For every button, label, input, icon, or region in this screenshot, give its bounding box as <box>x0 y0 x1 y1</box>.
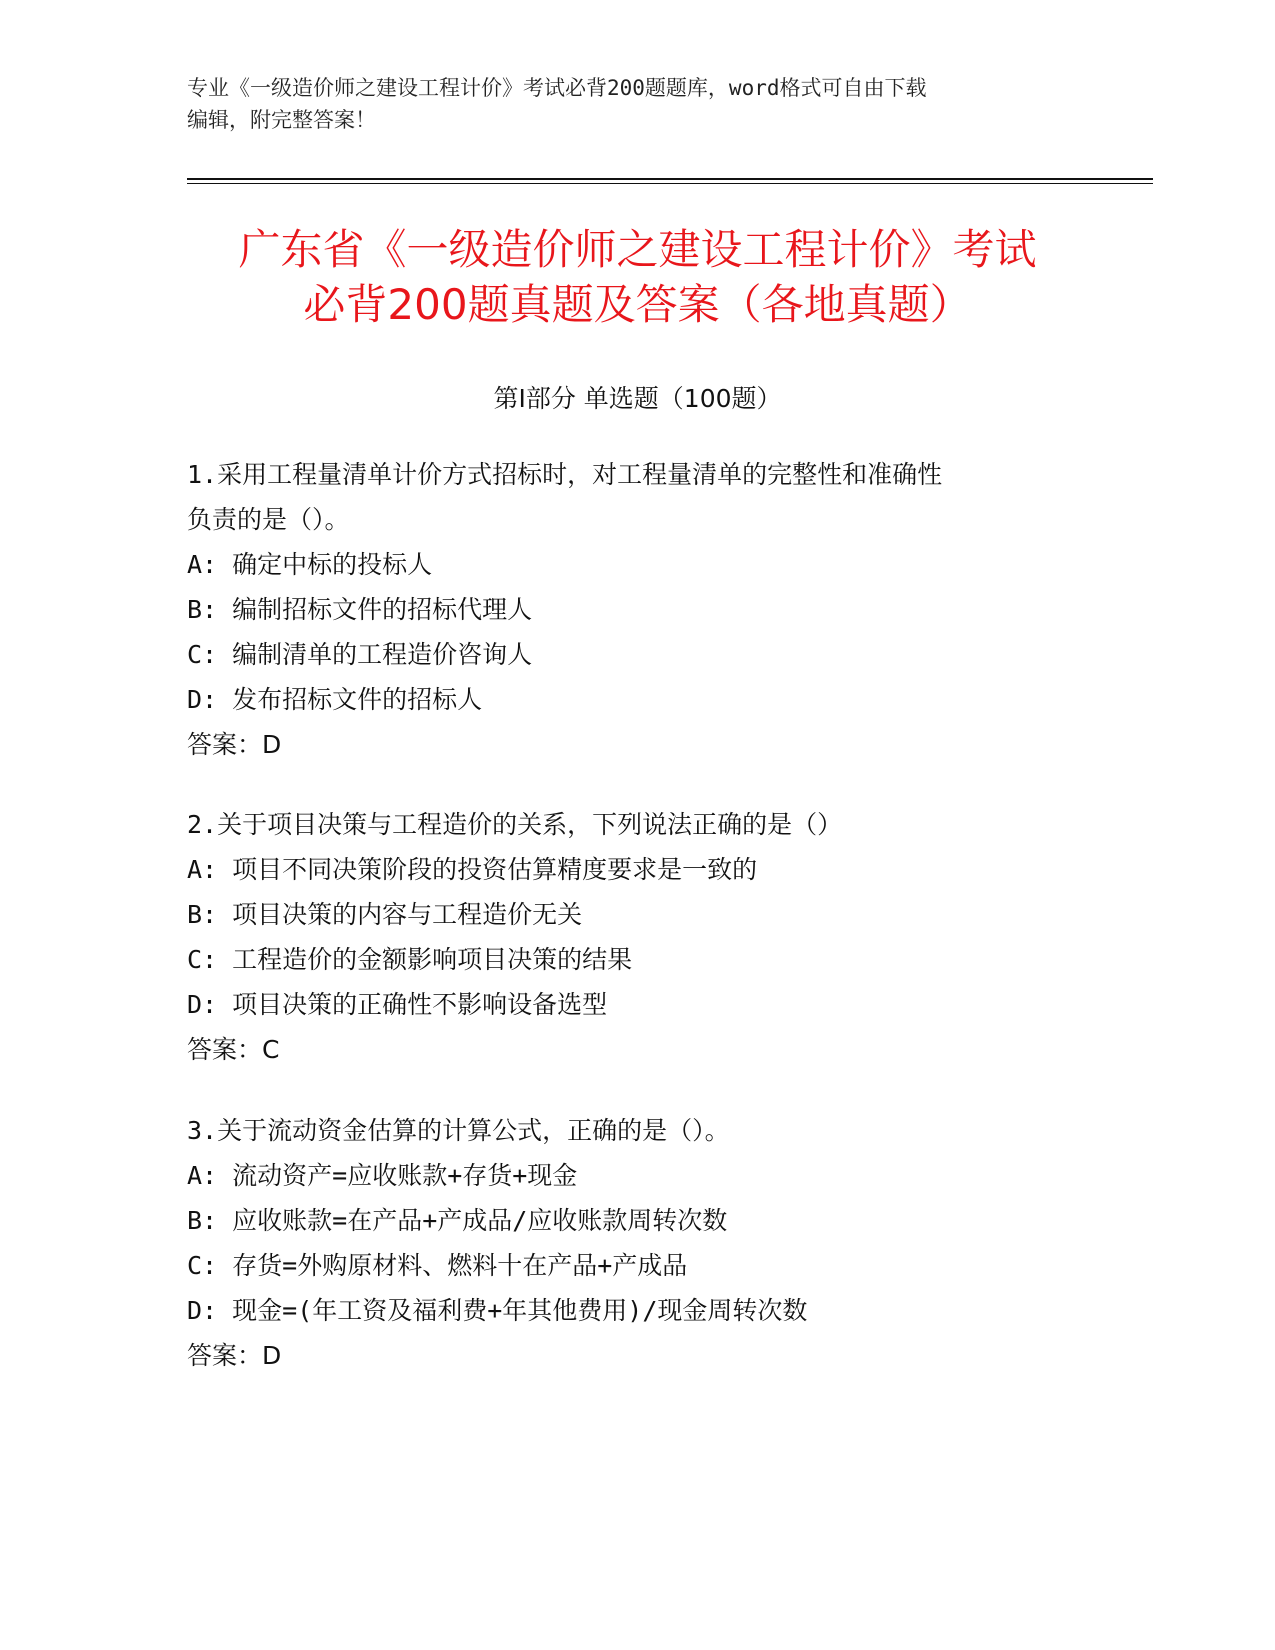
question-stem: 3.关于流动资金估算的计算公式，正确的是（）。 <box>187 1116 730 1145</box>
question-stem: 1.采用工程量清单计价方式招标时，对工程量清单的完整性和准确性 <box>187 460 943 489</box>
header-note-line-2: 编辑，附完整答案！ <box>187 108 376 132</box>
document-title-line-2: 必背200题真题及答案（各地真题） <box>303 280 972 329</box>
answer: 答案：C <box>187 1035 280 1064</box>
question-2 <box>187 802 1087 1073</box>
question-stem-continued: 负责的是（）。 <box>187 505 350 534</box>
option-b: B: 项目决策的内容与工程造价无关 <box>187 900 583 929</box>
document-title-line-1: 广东省《一级造价师之建设工程计价》考试 <box>238 225 1037 274</box>
option-c: C: 存货=外购原材料、燃料十在产品+产成品 <box>187 1251 688 1280</box>
document-title <box>130 222 1145 332</box>
answer: 答案：D <box>187 730 282 759</box>
header-divider-thick <box>187 178 1153 180</box>
option-d: D: 现金=(年工资及福利费+年其他费用)/现金周转次数 <box>187 1296 808 1325</box>
option-a: A: 流动资产=应收账款+存货+现金 <box>187 1161 578 1190</box>
option-b: B: 编制招标文件的招标代理人 <box>187 595 533 624</box>
question-1 <box>187 452 1087 768</box>
header-note-line-1: 专业《一级造价师之建设工程计价》考试必背200题题库，word格式可自由下载 <box>187 76 927 100</box>
option-c: C: 编制清单的工程造价咨询人 <box>187 640 533 669</box>
option-a: A: 项目不同决策阶段的投资估算精度要求是一致的 <box>187 855 758 884</box>
option-d: D: 发布招标文件的招标人 <box>187 685 483 714</box>
answer: 答案：D <box>187 1341 282 1370</box>
option-d: D: 项目决策的正确性不影响设备选型 <box>187 990 608 1019</box>
question-stem: 2.关于项目决策与工程造价的关系，下列说法正确的是（） <box>187 810 843 839</box>
header-note <box>187 72 1087 136</box>
option-c: C: 工程造价的金额影响项目决策的结果 <box>187 945 633 974</box>
option-a: A: 确定中标的投标人 <box>187 550 433 579</box>
option-b: B: 应收账款=在产品+产成品/应收账款周转次数 <box>187 1206 728 1235</box>
header-divider-thin <box>187 183 1153 184</box>
section-title: 第Ⅰ部分 单选题（100题） <box>493 384 782 413</box>
question-3 <box>187 1108 1087 1379</box>
